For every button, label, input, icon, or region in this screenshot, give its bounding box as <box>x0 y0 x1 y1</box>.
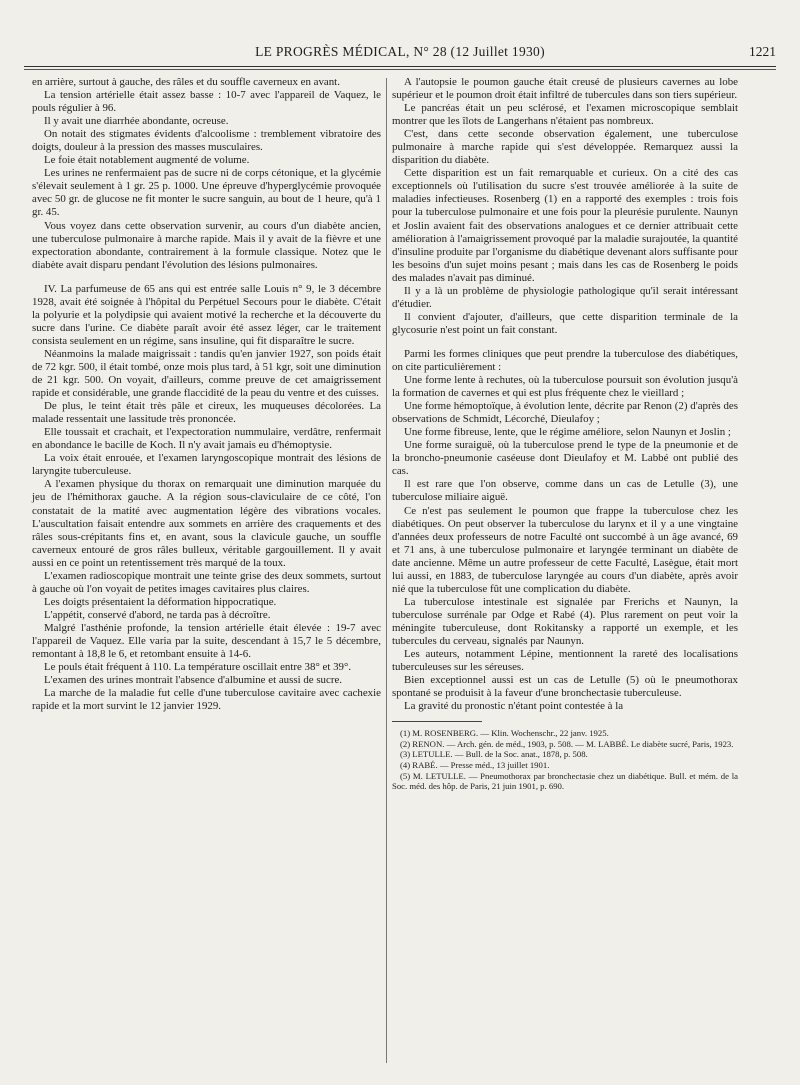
paragraph: Il est rare que l'on observe, comme dans un cas de Letulle (3), une tuberculose miliaire aiguë. <box>392 478 738 504</box>
left-column <box>32 76 381 713</box>
paragraph: Une forme lente à rechutes, où la tuberculose poursuit son évolution jusqu'à la formation de cavernes et qui est plus fréquente chez le vieillard ; <box>392 374 738 400</box>
paragraph: Le pancréas était un peu sclérosé, et l'examen microscopique semblait montrer que les îlots de Langerhans n'étaient pas nombreux. <box>392 102 738 128</box>
paragraph: Une forme fibreuse, lente, que le régime améliore, selon Naunyn et Joslin ; <box>404 426 731 439</box>
paragraph: L'appétit, conservé d'abord, ne tarda pas à décroître. <box>44 608 271 621</box>
paragraph: On notait des stigmates évidents d'alcoolisme : tremblement vibratoire des doigts, douleur à la pression des masses musculaires. <box>32 128 381 154</box>
paragraph: Il y avait une diarrhée abondante, ocreuse. <box>44 115 229 128</box>
paragraph: La voix était enrouée, et l'examen laryngoscopique montrait des lésions de laryngite tuberculeuse. <box>32 452 381 478</box>
paragraph: Une forme suraiguë, où la tuberculose prend le type de la pneumonie et de la broncho-pneumonie caséeuse dont Dieulafoy et M. Labbé ont publié des cas. <box>392 439 738 478</box>
paragraph: A l'examen physique du thorax on remarquait une diminution marquée du jeu de l'hémithorax gauche. A la région sous-claviculaire de ce côté, l'on constatait de la matité avec augmentation légère des vibrations vocales. L'auscultation faisait entendre aux sommets en arrière des craquements et des râles sous-crépitants fins et, en avant, sous la clavicule gauche, un souffle caverneux entouré de gros râles bulleux, véritable gargouillement. Il y avait aussi en ce point un retentissement très marqué de la toux. <box>32 478 381 569</box>
paragraph: IV. La parfumeuse de 65 ans qui est entrée salle Louis n° 9, le 3 décembre 1928, avait été soignée à l'hôpital du Perpétuel Secours pour le diabète. C'était la polyurie et la polydipsie qui avaient motivé la recherche et la découverte du sucre dans l'urine. Ce diabète paraît avoir été assez léger, car le traitement consista seulement en un régime, sans insuline, qui fit disparaître le sucre. <box>32 282 381 347</box>
footnote: (4) RABÉ. — Presse méd., 13 juillet 1901. <box>400 760 550 771</box>
paragraph: C'est, dans cette seconde observation également, une tuberculose pulmonaire à marche rapide qui s'est développée. Remarquez aussi la disparition du diabète. <box>392 128 738 167</box>
footnote-rule <box>392 721 482 722</box>
footnote: (3) LETULLE. — Bull. de la Soc. anat., 1878, p. 508. <box>400 749 588 760</box>
paragraph: Vous voyez dans cette observation survenir, au cours d'un diabète ancien, une tuberculose pulmonaire à marche rapide. Mais il y avait de la fièvre et une expectoration abondante, contrairement à la formule classique. Notez que le diabète avait disparu pendant l'évolution des lésions pulmonaires. <box>32 219 381 271</box>
paragraph: A l'autopsie le poumon gauche était creusé de plusieurs cavernes au lobe supérieur et le poumon droit était infiltré de tubercules dans son tiers supérieur. <box>392 76 738 102</box>
paragraph: Les auteurs, notamment Lépine, mentionnent la rareté des localisations tuberculeuses sur les séreuses. <box>392 648 738 674</box>
paragraph: Ce n'est pas seulement le poumon que frappe la tuberculose chez les diabétiques. On peut observer la tuberculose du larynx et il y a une vingtaine d'années deux professeurs de notre Faculté ont succombé à un âge avancé, 69 et 71 ans, à une tuberculose pulmonaire et laryngée terminant un diabète de date ancienne. Même un autre professeur de cette Faculté, Lasègue, était mort lui aussi, en 1883, de tuberculose laryngée au cours d'un diabète, après avoir nié que la tuberculose fût une complication du diabète. <box>392 504 738 595</box>
paragraph: Bien exceptionnel aussi est un cas de Letulle (5) où le pneumothorax spontané se produisit à la faveur d'une bronchectasie tuberculeuse. <box>392 674 738 700</box>
paragraph: La marche de la maladie fut celle d'une tuberculose cavitaire avec cachexie rapide et la mort survint le 12 janvier 1929. <box>32 687 381 713</box>
paragraph: Il convient d'ajouter, d'ailleurs, que cette disparition terminale de la glycosurie n'est point un fait constant. <box>392 310 738 336</box>
paragraph: L'examen des urines montrait l'absence d'albumine et aussi de sucre. <box>44 674 343 687</box>
footnotes <box>392 728 738 792</box>
footnote: (2) RENON. — Arch. gén. de méd., 1903, p. 508. — M. LABBÉ. Le diabète sucré, Paris, 1923. <box>400 738 734 749</box>
paragraph: Le foie était notablement augmenté de volume. <box>44 154 250 167</box>
header-rule <box>24 66 776 67</box>
running-header <box>24 44 776 66</box>
paragraph: Une forme hémoptoïque, à évolution lente, décrite par Renon (2) d'après des observations de Schmidt, Lécorché, Dieulafoy ; <box>392 400 738 426</box>
column-divider <box>386 78 387 1063</box>
paragraph: Cette disparition est un fait remarquable et curieux. On a cité des cas exceptionnels où l'utilisation du sucre s'est trouvée améliorée à la suite de maladies infectieuses. Rosenberg (1) en a rapporté des exemples : trois fois pour la tuberculose pulmonaire et une fois pour la pleurésie purulente. Naunyn et Joslin avaient fait des observations analogues et ce dernier attribuait cette amélioration à l'amaigrissement provoqué par la maladie surajoutée, la quantité d'insuline produite par l'organisme du diabétique devenant alors suffisante pour les besoins d'un sujet moins pesant ; mais dans les cas de Rosenberg le poids des malades n'avait pas diminué. <box>392 167 738 284</box>
paragraph: De plus, le teint était très pâle et cireux, les muqueuses décolorées. La malade ressentait une lassitude très prononcée. <box>32 400 381 426</box>
footnote: (5) M. LETULLE. — Pneumothorax par bronchectasie chez un diabétique. Bull. et mém. de la Soc. méd. des hôp. de Paris, 21 juin 1901, p. 690. <box>392 770 738 792</box>
paragraph: Elle toussait et crachait, et l'expectoration nummulaire, verdâtre, renfermait en abondance le bacille de Koch. Il n'y avait jamais eu d'hémoptysie. <box>32 426 381 452</box>
footnote: (1) M. ROSENBERG. — Klin. Wochenschr., 22 janv. 1925. <box>400 728 609 739</box>
paragraph: La tension artérielle était assez basse : 10-7 avec l'appareil de Vaquez, le pouls régulier à 96. <box>32 89 381 115</box>
header-rule-thin <box>24 69 776 70</box>
paragraph: L'examen radioscopique montrait une teinte grise des deux sommets, surtout à gauche où l'on voyait de petites images cavitaires plus claires. <box>32 569 381 595</box>
paragraph: La gravité du pronostic n'étant point contestée à la <box>404 700 624 713</box>
page-number: 1221 <box>749 44 776 59</box>
paragraph: Les doigts présentaient la déformation hippocratique. <box>44 595 277 608</box>
paragraph: Il y a là un problème de physiologie pathologique qu'il serait intéressant d'étudier. <box>392 284 738 310</box>
right-column <box>392 76 738 792</box>
paragraph: en arrière, surtout à gauche, des râles et du souffle caverneux en avant. <box>32 76 340 88</box>
paragraph: Malgré l'asthénie profonde, la tension artérielle était élevée : 19-7 avec l'appareil de Vaquez. Elle varia par la suite, descendant à 15,7 le 5 décembre, remontant à 18,8 le 6, et retombant ensuite à 14-6. <box>32 621 381 661</box>
paragraph: Parmi les formes cliniques que peut prendre la tuberculose des diabétiques, on cite particulièrement : <box>392 347 738 373</box>
paragraph: La tuberculose intestinale est signalée par Frerichs et Naunyn, la tuberculose surrénale par Odge et Rabé (4). Plus rarement on peut voir la méningite tuberculeuse, dont Rokitansky a rapporté un exemple, et les tubercules du cerveau, signalés par Naunyn. <box>392 595 738 647</box>
paragraph: Les urines ne renfermaient pas de sucre ni de corps cétonique, et la glycémie s'élevait seulement à 1 gr. 25 p. 1000. Une épreuve d'hyperglycémie provoquée avec 50 gr. de glucose ne fit monter le sucre sanguin, au bout de 1 heure, qu'à 1 gr. 45. <box>32 167 381 219</box>
paragraph: Néanmoins la malade maigrissait : tandis qu'en janvier 1927, son poids était de 72 kgr. 500, il était tombé, onze mois plus tard, à 51 kgr, soit une diminution de 21 kgr. 500. On voyait, d'ailleurs, comme preuve de cet amaigrissement rapide et considérable, une grande flaccidité de la peau du ventre et des cuisses. <box>32 347 381 400</box>
journal-title: LE PROGRÈS MÉDICAL, N° 28 (12 Juillet 1930) <box>255 44 545 59</box>
paragraph: Le pouls était fréquent à 110. La température oscillait entre 38° et 39°. <box>44 661 352 674</box>
